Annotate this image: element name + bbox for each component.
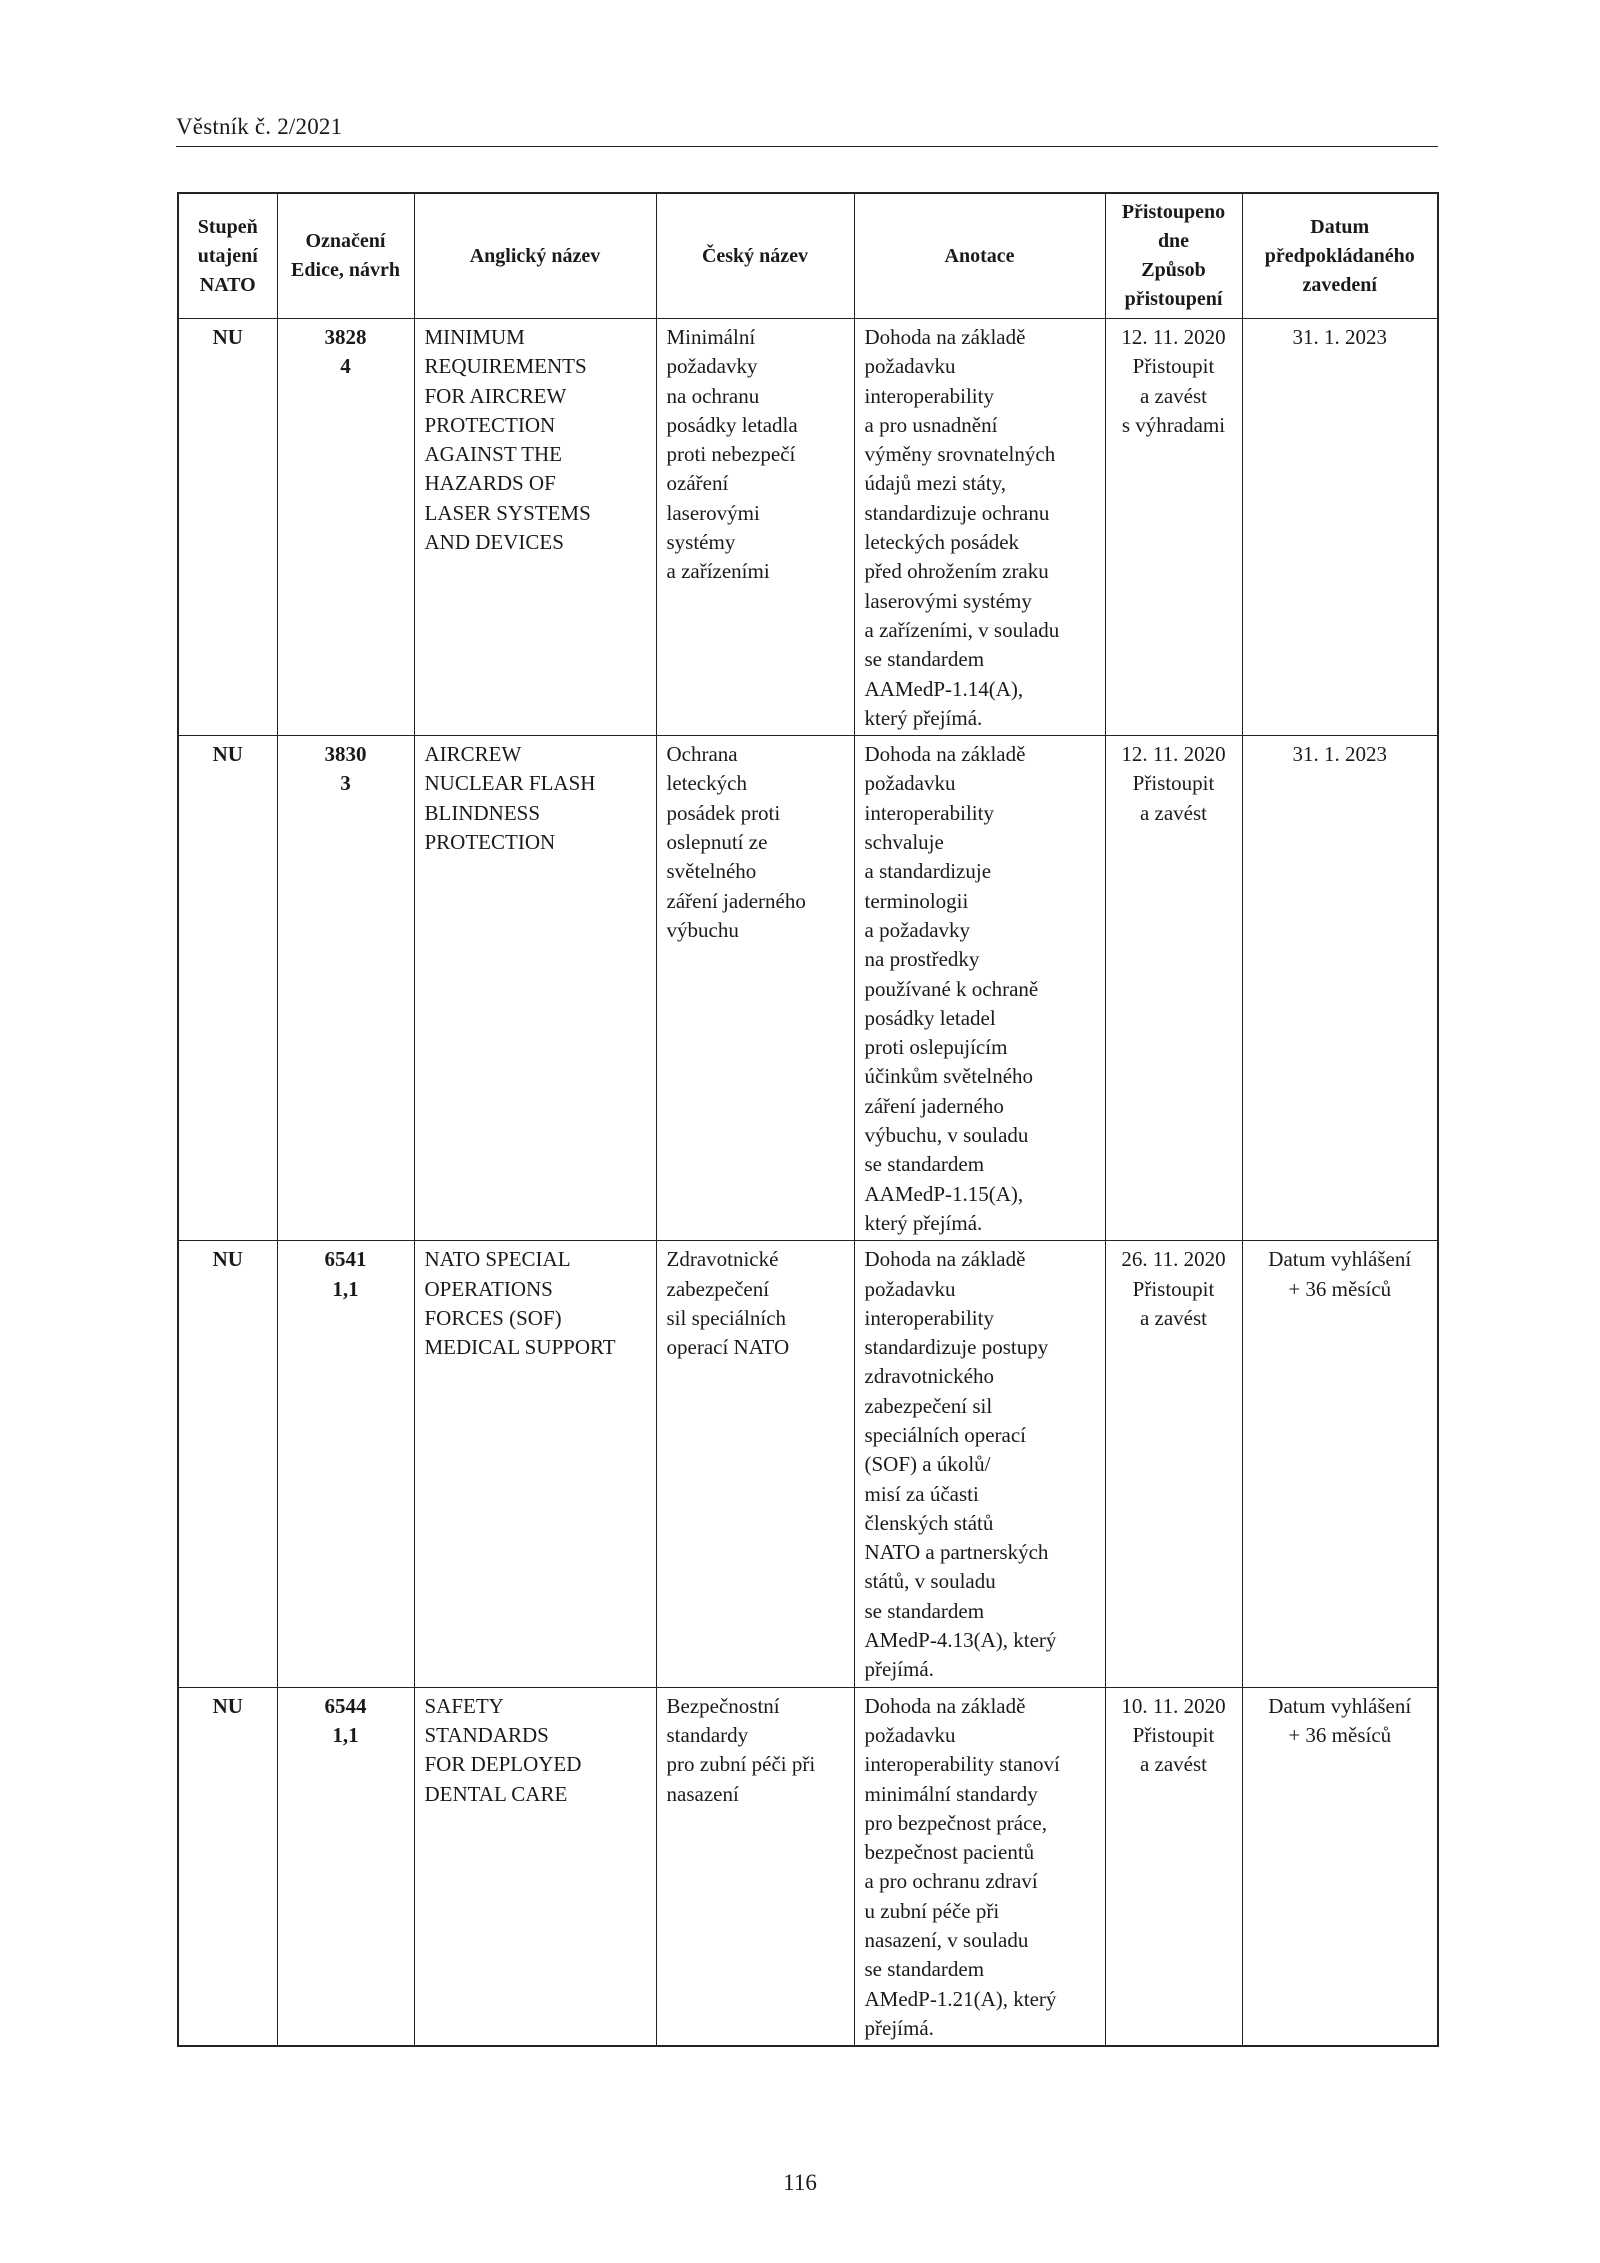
annotation-cell-line: misí za účasti	[864, 1481, 979, 1506]
annotation-cell-line: Dohoda na základě	[864, 1693, 1026, 1718]
accession-cell-line: 10. 11. 2020	[1121, 1693, 1226, 1718]
annotation-cell-line: laserovými systémy	[864, 588, 1032, 613]
annotation-cell-line: schvaluje	[864, 830, 944, 855]
column-header-annotation	[854, 193, 1105, 319]
implementation-date-cell	[1242, 1241, 1438, 1687]
czech-title-cell-line: Ochrana	[666, 742, 738, 767]
czech-title-cell	[656, 736, 854, 1241]
annotation-cell-line: speciálních operací	[864, 1422, 1026, 1447]
designation-cell-line: 3828	[324, 325, 367, 349]
annotation-cell-line: přejímá.	[864, 1657, 934, 1682]
czech-title-cell-line: výbuchu	[666, 917, 739, 942]
implementation-date-cell	[1242, 319, 1438, 736]
annotation-cell-line: AAMedP-1.14(A),	[864, 676, 1024, 701]
czech-title-cell-line: operací NATO	[666, 1335, 790, 1360]
annotation-cell-line: a zařízeními, v souladu	[864, 617, 1060, 642]
annotation-cell-line: požadavku	[864, 354, 956, 379]
annotation-cell	[854, 1687, 1105, 2046]
column-header-line: Datum	[1310, 215, 1370, 238]
accession-cell-line: Přistoupit	[1132, 354, 1215, 379]
annotation-cell-line: Dohoda na základě	[864, 325, 1026, 349]
table-row	[178, 736, 1438, 1241]
annotation-cell-line: používané k ochraně	[864, 976, 1039, 1001]
annotation-cell-line: se standardem	[864, 1598, 985, 1623]
annotation-cell	[854, 1241, 1105, 1687]
english-title-cell-line: BLINDNESS	[424, 800, 541, 825]
annotation-cell-line: který přejímá.	[864, 1210, 983, 1235]
english-title-cell-line: NATO SPECIAL	[424, 1247, 571, 1272]
czech-title-cell-line: Bezpečnostní	[666, 1693, 780, 1718]
implementation-date-cell-line: Datum vyhlášení	[1268, 1247, 1412, 1272]
annotation-cell-line: a pro usnadnění	[864, 412, 998, 437]
annotation-cell-line: standardizuje ochranu	[864, 500, 1050, 525]
annotation-cell-line: interoperability	[864, 1305, 994, 1330]
designation-cell-line: 6541	[324, 1247, 367, 1272]
english-title-cell	[414, 1687, 656, 2046]
column-header-line: utajení	[197, 244, 258, 267]
annotation-cell-line: se standardem	[864, 1957, 985, 1982]
annotation-cell-line: nasazení, v souladu	[864, 1928, 1029, 1953]
annotation-cell	[854, 319, 1105, 736]
annotation-cell-line: AMedP-1.21(A), který	[864, 1986, 1057, 2011]
accession-cell-line: a zavést	[1139, 1305, 1208, 1330]
annotation-cell	[854, 736, 1105, 1241]
column-header-line: zavedení	[1302, 273, 1377, 296]
column-header-line: předpokládaného	[1264, 244, 1415, 267]
accession-cell-line: 12. 11. 2020	[1121, 325, 1226, 349]
column-header-english-title	[414, 193, 656, 319]
annotation-cell-line: zabezpečení sil	[864, 1393, 993, 1418]
implementation-date-cell	[1242, 736, 1438, 1241]
annotation-cell-line: výbuchu, v souladu	[864, 1123, 1029, 1148]
czech-title-cell-line: a zařízeními	[666, 559, 770, 584]
english-title-cell-line: NUCLEAR FLASH	[424, 771, 596, 796]
column-header-line: Přistoupeno	[1121, 201, 1226, 223]
english-title-cell-line: SAFETY	[424, 1693, 504, 1718]
column-header-line: Označení	[305, 230, 386, 252]
czech-title-cell-line: standardy	[666, 1722, 749, 1747]
designation-cell	[277, 319, 414, 736]
czech-title-cell-line: Minimální	[666, 325, 756, 349]
accession-cell-line: Přistoupit	[1132, 771, 1215, 796]
english-title-cell-line: MEDICAL SUPPORT	[424, 1335, 616, 1360]
annotation-cell-line: požadavku	[864, 771, 956, 796]
column-header-line: přistoupení	[1124, 288, 1223, 310]
english-title-cell	[414, 736, 656, 1241]
implementation-date-cell-line: + 36 měsíců	[1288, 1276, 1392, 1301]
czech-title-cell-line: leteckých	[666, 771, 747, 796]
english-title-cell-line: REQUIREMENTS	[424, 354, 587, 379]
classification-cell: NU	[178, 319, 277, 736]
column-header-accession	[1105, 193, 1242, 319]
czech-title-cell-line: ozáření	[666, 471, 729, 496]
column-header-czech-title	[656, 193, 854, 319]
column-header-line: dne	[1157, 230, 1190, 252]
column-header-line: Anglický název	[469, 244, 601, 267]
classification-cell: NU	[178, 736, 277, 1241]
english-title-cell-line: FOR AIRCREW	[424, 383, 567, 408]
czech-title-cell-line: laserovými	[666, 500, 760, 525]
designation-cell-line: 6544	[324, 1693, 367, 1718]
column-header-line: NATO	[199, 273, 256, 296]
czech-title-cell-line: systémy	[666, 530, 736, 555]
table-row	[178, 319, 1438, 736]
annotation-cell-line: záření jaderného	[864, 1093, 1004, 1118]
annotation-cell-line: se standardem	[864, 1152, 985, 1177]
czech-title-cell-line: sil speciálních	[666, 1305, 787, 1330]
page-number: 116	[783, 2170, 817, 2195]
implementation-date-cell-line: Datum vyhlášení	[1268, 1693, 1412, 1718]
accession-cell-line: a zavést	[1139, 800, 1208, 825]
english-title-cell-line: AIRCREW	[424, 742, 522, 767]
annotation-cell-line: který přejímá.	[864, 705, 983, 730]
annotation-cell-line: se standardem	[864, 647, 985, 672]
implementation-date-cell-line: 31. 1. 2023	[1292, 325, 1387, 349]
annotation-cell-line: před ohrožením zraku	[864, 559, 1049, 584]
column-header-line: Anotace	[944, 244, 1015, 267]
czech-title-cell	[656, 319, 854, 736]
accession-cell-line: 12. 11. 2020	[1121, 742, 1226, 767]
czech-title-cell-line: Zdravotnické	[666, 1247, 779, 1272]
column-header-implementation-date	[1242, 193, 1438, 319]
annotation-cell-line: přejímá.	[864, 2015, 934, 2040]
designation-cell-line: 3830	[324, 742, 367, 767]
accession-cell-line: s výhradami	[1121, 412, 1226, 437]
english-title-cell-line: PROTECTION	[424, 412, 556, 437]
english-title-cell-line: FOR DEPLOYED	[424, 1752, 582, 1777]
accession-cell-line: Přistoupit	[1132, 1722, 1215, 1747]
annotation-cell-line: proti oslepujícím	[864, 1035, 1008, 1060]
english-title-cell-line: LASER SYSTEMS	[424, 500, 591, 525]
accession-cell	[1105, 1241, 1242, 1687]
designation-cell-line: 1,1	[332, 1276, 359, 1301]
column-header-line: Edice, návrh	[291, 259, 400, 281]
accession-cell-line: a zavést	[1139, 1752, 1208, 1777]
english-title-cell-line: AND DEVICES	[424, 530, 564, 555]
czech-title-cell-line: zabezpečení	[666, 1276, 770, 1301]
annotation-cell-line: bezpečnost pacientů	[864, 1840, 1035, 1865]
annotation-cell-line: Dohoda na základě	[864, 742, 1026, 767]
annotation-cell-line: požadavku	[864, 1722, 956, 1747]
accession-cell	[1105, 319, 1242, 736]
annotation-cell-line: požadavku	[864, 1276, 956, 1301]
czech-title-cell-line: posádek proti	[666, 800, 781, 825]
annotation-cell-line: posádky letadel	[864, 1005, 996, 1030]
designation-cell	[277, 1241, 414, 1687]
czech-title-cell-line: proti nebezpečí	[666, 442, 796, 467]
annotation-cell-line: interoperability	[864, 800, 994, 825]
english-title-cell-line: OPERATIONS	[424, 1276, 553, 1301]
annotation-cell-line: interoperability stanoví	[864, 1752, 1060, 1777]
running-title: Věstník č. 2/2021	[176, 114, 343, 139]
annotation-cell-line: Dohoda na základě	[864, 1247, 1026, 1272]
annotation-cell-line: údajů mezi státy,	[864, 471, 1007, 496]
czech-title-cell-line: pro zubní péči při	[666, 1752, 816, 1777]
accession-cell-line: Přistoupit	[1132, 1276, 1215, 1301]
english-title-cell-line: FORCES (SOF)	[424, 1305, 562, 1330]
czech-title-cell-line: světelného	[666, 859, 757, 884]
designation-cell	[277, 736, 414, 1241]
annotation-cell-line: AMedP-4.13(A), který	[864, 1628, 1057, 1653]
czech-title-cell-line: posádky letadla	[666, 412, 798, 437]
standards-table	[177, 192, 1439, 2047]
annotation-cell-line: u zubní péče při	[864, 1898, 1000, 1923]
annotation-cell-line: na prostředky	[864, 947, 980, 972]
classification-cell: NU	[178, 1687, 277, 2046]
implementation-date-cell-line: 31. 1. 2023	[1292, 742, 1387, 767]
header-rule	[176, 146, 1438, 147]
column-header-classification	[178, 193, 277, 319]
annotation-cell-line: států, v souladu	[864, 1569, 996, 1594]
english-title-cell-line: HAZARDS OF	[424, 471, 556, 496]
czech-title-cell-line: na ochranu	[666, 383, 760, 408]
column-header-line: Stupeň	[197, 215, 258, 238]
accession-cell	[1105, 1687, 1242, 2046]
annotation-cell-line: výměny srovnatelných	[864, 442, 1056, 467]
czech-title-cell-line: požadavky	[666, 354, 758, 379]
designation-cell-line: 1,1	[332, 1722, 359, 1747]
annotation-cell-line: standardizuje postupy	[864, 1335, 1049, 1360]
czech-title-cell-line: nasazení	[666, 1781, 739, 1806]
implementation-date-cell	[1242, 1687, 1438, 2046]
english-title-cell-line: STANDARDS	[424, 1722, 549, 1747]
czech-title-cell-line: oslepnutí ze	[666, 830, 768, 855]
english-title-cell	[414, 1241, 656, 1687]
table-row	[178, 1241, 1438, 1687]
table-body	[178, 319, 1438, 2047]
annotation-cell-line: zdravotnického	[864, 1364, 994, 1389]
annotation-cell-line: a požadavky	[864, 917, 971, 942]
implementation-date-cell-line: + 36 měsíců	[1288, 1722, 1392, 1747]
annotation-cell-line: členských států	[864, 1510, 994, 1535]
english-title-cell-line: PROTECTION	[424, 830, 556, 855]
column-header-line: Český název	[701, 244, 809, 267]
header-row	[178, 193, 1438, 319]
annotation-cell-line: a pro ochranu zdraví	[864, 1869, 1038, 1894]
annotation-cell-line: leteckých posádek	[864, 530, 1020, 555]
english-title-cell-line: DENTAL CARE	[424, 1781, 568, 1806]
english-title-cell-line: AGAINST THE	[424, 442, 562, 467]
english-title-cell-line: MINIMUM	[424, 325, 525, 349]
classification-cell: NU	[178, 1241, 277, 1687]
annotation-cell-line: NATO a partnerských	[864, 1540, 1049, 1565]
czech-title-cell	[656, 1241, 854, 1687]
accession-cell-line: a zavést	[1139, 383, 1208, 408]
czech-title-cell-line: záření jaderného	[666, 888, 806, 913]
annotation-cell-line: (SOF) a úkolů/	[864, 1452, 991, 1477]
accession-cell-line: 26. 11. 2020	[1121, 1247, 1226, 1272]
annotation-cell-line: interoperability	[864, 383, 994, 408]
czech-title-cell	[656, 1687, 854, 2046]
annotation-cell-line: účinkům světelného	[864, 1064, 1034, 1089]
designation-cell-line: 4	[340, 354, 351, 379]
annotation-cell-line: AAMedP-1.15(A),	[864, 1181, 1024, 1206]
annotation-cell-line: a standardizuje	[864, 859, 992, 884]
column-header-designation	[277, 193, 414, 319]
english-title-cell	[414, 319, 656, 736]
annotation-cell-line: pro bezpečnost práce,	[864, 1810, 1047, 1835]
designation-cell-line: 3	[340, 771, 351, 796]
designation-cell	[277, 1687, 414, 2046]
table-row	[178, 1687, 1438, 2046]
table-header	[178, 193, 1438, 319]
accession-cell	[1105, 736, 1242, 1241]
annotation-cell-line: terminologii	[864, 888, 969, 913]
column-header-line: Způsob	[1141, 259, 1206, 281]
annotation-cell-line: minimální standardy	[864, 1781, 1038, 1806]
